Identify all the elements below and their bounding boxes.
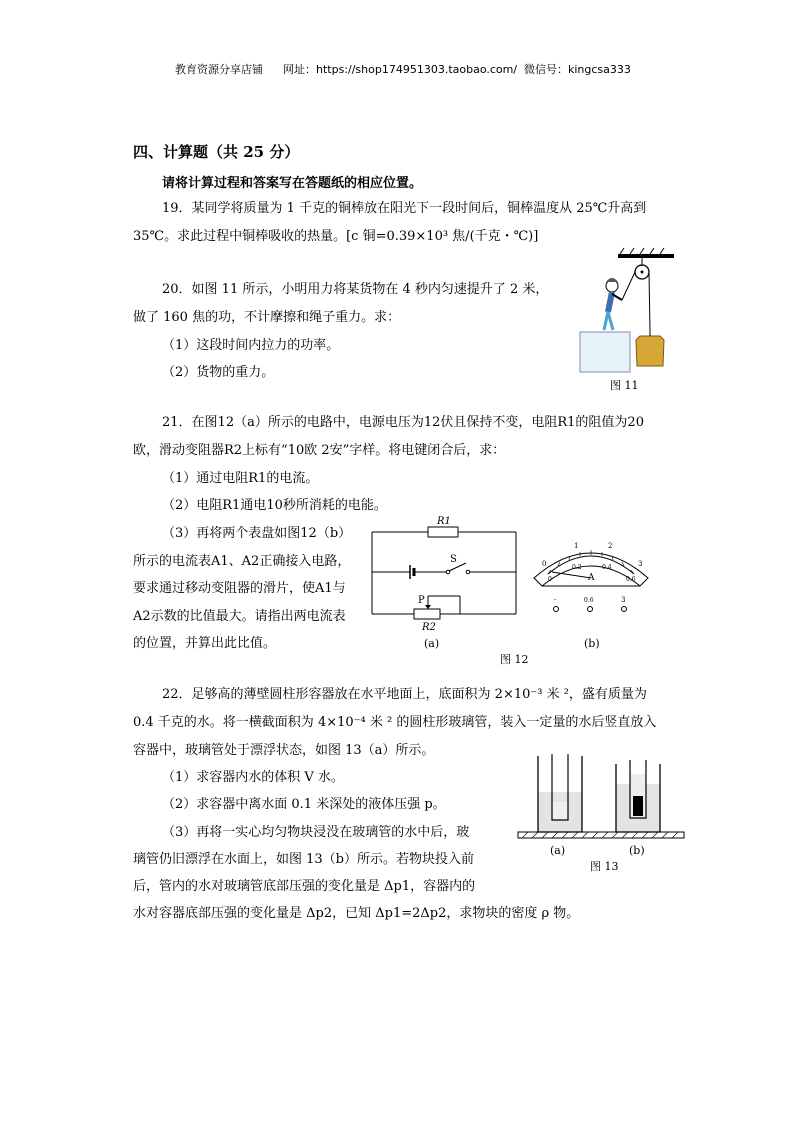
- meter-top-tick-1: 1: [574, 542, 579, 550]
- q22-part1: （1）求容器内水的体积 V 水。: [162, 770, 344, 785]
- q21-line1: 21．在图12（a）所示的电路中，电源电压为12伏且保持不变，电阻R1的阻值为20: [162, 415, 644, 430]
- figure-13-containers: [518, 752, 688, 842]
- figure-13a-sublabel: (a): [550, 844, 566, 857]
- q21-part3-line4: A2示数的比值最大。请指出两电流表: [133, 609, 346, 624]
- meter-bottom-tick-1: 0.2: [572, 564, 582, 571]
- q21-line2: 欧，滑动变阻器R2上标有“10欧 2安”字样。将电键闭合后，求：: [133, 443, 506, 458]
- q22-line3: 容器中，玻璃管处于漂浮状态，如图 13（a）所示。: [133, 743, 435, 758]
- q21-part2: （2）电阻R1通电10秒所消耗的电能。: [162, 498, 387, 513]
- q21-part3-line2: 所示的电流表A1、A2正确接入电路，: [133, 554, 351, 569]
- section-instruction: 请将计算过程和答案写在答题纸的相应位置。: [162, 176, 423, 191]
- terminal-label-neg: -: [554, 596, 557, 604]
- label-s: S: [450, 554, 457, 565]
- terminal-label-3: 3: [621, 596, 626, 604]
- q22-part2: （2）求容器中离水面 0.1 米深处的液体压强 p。: [162, 797, 446, 812]
- header-wechat: 微信号：kingcsa333: [524, 63, 631, 76]
- meter-top-tick-0: 0: [542, 560, 547, 568]
- figure-13-caption: 图 13: [590, 860, 619, 873]
- q22-part3-line2: 璃管仍旧漂浮在水面上，如图 13（b）所示。若物块投入前: [133, 852, 474, 867]
- meter-bottom-tick-3: 0.6: [626, 576, 636, 583]
- meter-bottom-tick-0: 0: [548, 576, 552, 583]
- q22-part3-line4: 水对容器底部压强的变化量是 Δp2，已知 Δp1=2Δp2，求物块的密度 ρ 物。: [133, 906, 580, 921]
- figure-12b-ammeter: [528, 524, 658, 614]
- q22-line1: 22．足够高的薄壁圆柱形容器放在水平地面上，底面积为 2×10⁻³ 米 ²，盛有质量为: [162, 687, 647, 702]
- header-shop: 教育资源分享店铺: [175, 63, 263, 76]
- meter-bottom-tick-2: 0.4: [602, 564, 612, 571]
- q19-line1: 19．某同学将质量为 1 千克的铜棒放在阳光下一段时间后，铜棒温度从 25℃升高到: [162, 201, 647, 216]
- q21-part3-line3: 要求通过移动变阻器的滑片，使A1与: [133, 581, 346, 596]
- header-url: 网址：https://shop174951303.taobao.com/: [283, 63, 518, 76]
- q22-line2: 0.4 千克的水。将一横截面积为 4×10⁻⁴ 米 ² 的圆柱形玻璃管，装入一定量的水后竖直放入: [133, 715, 657, 730]
- label-r2: R2: [422, 622, 436, 633]
- meter-unit: A: [588, 573, 595, 583]
- figure-13b-sublabel: (b): [629, 844, 645, 857]
- figure-12b-sublabel: (b): [584, 637, 600, 650]
- figure-12a-sublabel: (a): [424, 637, 440, 650]
- q22-part3-line3: 后，管内的水对玻璃管底部压强的变化量是 Δp1，容器内的: [133, 879, 476, 894]
- figure-11-caption: 图 11: [610, 379, 639, 392]
- q19-line2: 35℃。求此过程中铜棒吸收的热量。[c 铜=0.39×10³ 焦/(千克・℃)]: [133, 229, 539, 244]
- section-title: 四、计算题（共 25 分）: [133, 143, 300, 161]
- q20-part1: （1）这段时间内拉力的功率。: [162, 338, 340, 353]
- terminal-label-06: 0.6: [584, 597, 594, 604]
- q21-part1: （1）通过电阻R1的电流。: [162, 471, 319, 486]
- meter-top-tick-2: 2: [608, 542, 613, 550]
- q20-line2: 做了 160 焦的功，不计摩擦和绳子重力。求：: [133, 310, 401, 325]
- q21-part3-line1: （3）再将两个表盘如图12（b）: [162, 526, 352, 541]
- figure-11-pulley: [578, 248, 678, 378]
- q21-part3-line5: 的位置，并算出此比值。: [133, 636, 277, 651]
- meter-top-tick-3: 3: [638, 560, 643, 568]
- figure-12a-circuit: [370, 518, 520, 638]
- q20-line1: 20．如图 11 所示，小明用力将某货物在 4 秒内匀速提升了 2 米，: [162, 282, 549, 297]
- figure-12-caption: 图 12: [500, 653, 529, 666]
- label-r1: R1: [437, 516, 451, 527]
- q20-part2: （2）货物的重力。: [162, 365, 275, 380]
- q22-part3-line1: （3）再将一实心均匀物块浸没在玻璃管的水中后，玻: [162, 825, 470, 840]
- label-p: P: [418, 595, 425, 606]
